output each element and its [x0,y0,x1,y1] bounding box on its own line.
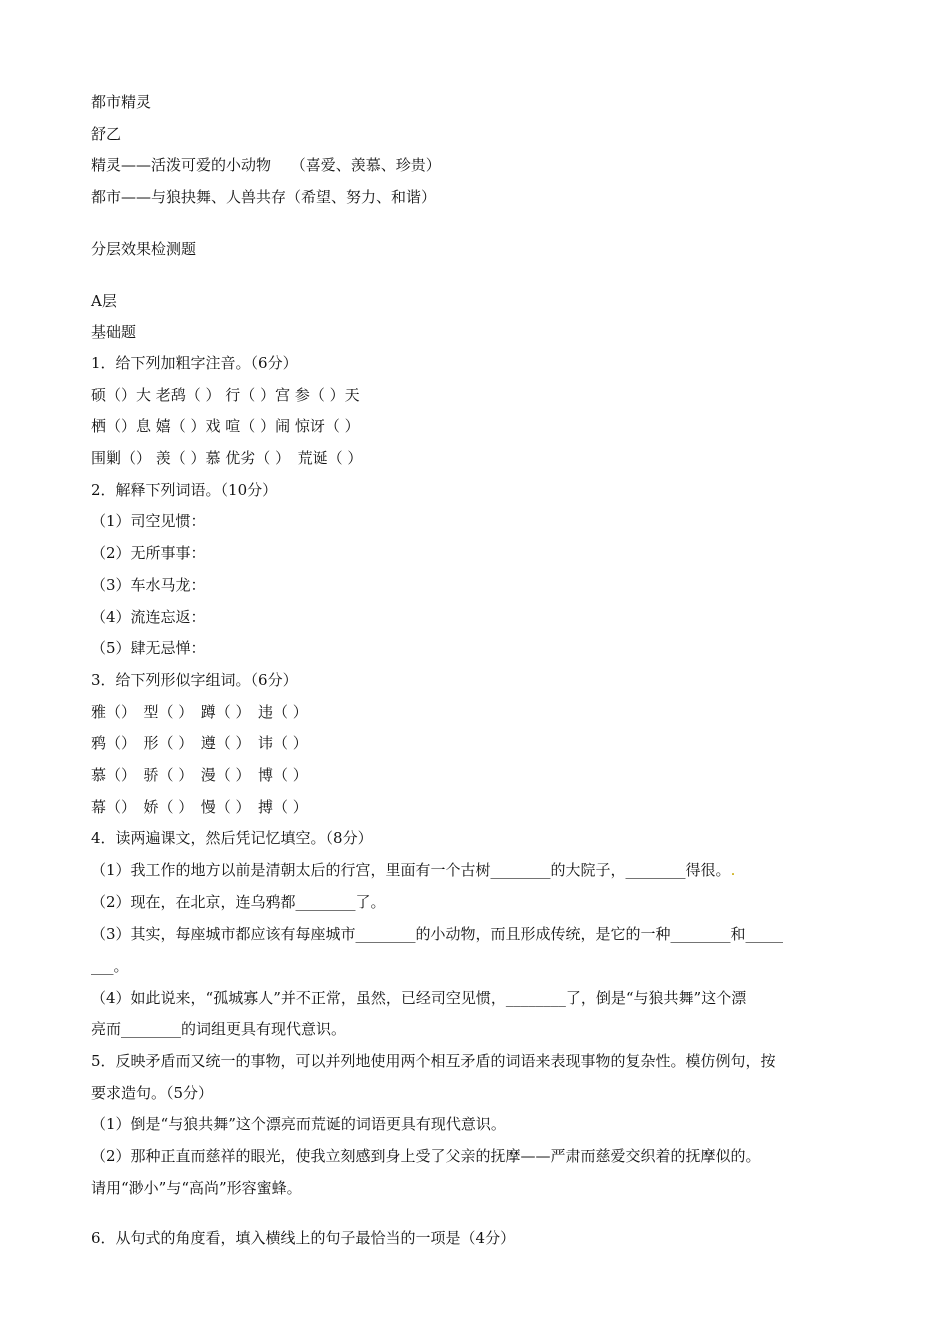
question-4-title: 4．读两遍课文，然后凭记忆填空。（8分） [91,829,373,847]
question-5-title: 5．反映矛盾而又统一的事物，可以并列地使用两个相互矛盾的词语来表现事物的复杂性。模仿例句，按 [91,1052,776,1070]
question-2-item: （2）无所事事： [91,544,206,562]
question-4-sentence-1 [91,860,735,880]
question-4-sentence-2: （2）现在，在北京，连乌鸦都________了。 [91,893,386,911]
question-3-row: 慕（） 骄（ ） 漫（ ） 博（ ） [91,766,308,784]
basic-label: 基础题 [91,323,137,341]
question-1-row: 围剿（） 羡（ ）慕 优劣（ ） 荒诞（ ） [91,449,363,467]
question-2-item: （5）肆无忌惮： [91,639,206,657]
question-4-sentence-4: （4）如此说来，“孤城寡人”并不正常，虽然，已经司空见惯，________了，倒是“与狼共舞”这个漂 [91,989,747,1007]
question-3-row: 幕（） 娇（ ） 慢（ ） 搏（ ） [91,798,308,816]
essay-title: 都市精灵 [91,93,152,111]
question-1-row: 硕（）大 老鸹（ ） 行（ ）宫 参（ ）天 [91,386,360,404]
question-2-item: （4）流连忘返： [91,608,206,626]
question-4-sentence-4-cont: 亮而________的词组更具有现代意识。 [91,1020,347,1038]
question-5-example-2: （2）那种正直而慈祥的眼光，使我立刻感到身上受了父亲的抚摩——严肃而慈爱交织着的抚摩似的。 [91,1147,761,1165]
title-note-1: 精灵——活泼可爱的小动物 （喜爱、羡慕、珍贵） [91,156,441,174]
question-4-sentence-1-text: （1）我工作的地方以前是清朝太后的行宫，里面有一个古树________的大院子，________得很。 [91,861,731,879]
question-3-title: 3．给下列形似字组词。（6分） [91,671,298,689]
layer-label: A层 [91,292,117,310]
question-4-sentence-3: （3）其实，每座城市都应该有每座城市________的小动物，而且形成传统，是它的一种________和_____ [91,925,784,943]
essay-author: 舒乙 [91,125,122,143]
title-note-2: 都市——与狼抉舞、人兽共存（希望、努力、和谐） [91,188,437,206]
question-3-row: 雅（） 型（ ） 蹲（ ） 违（ ） [91,703,308,721]
section-title: 分层效果检测题 [91,240,197,258]
question-5-title-cont: 要求造句。（5分） [91,1084,214,1102]
question-2-item: （1）司空见惯： [91,512,206,530]
question-5-task: 请用“渺小”与“高尚”形容蜜蜂。 [91,1179,302,1197]
question-1-title: 1．给下列加粗字注音。（6分） [91,354,298,372]
highlight-dot: . [730,861,736,879]
question-2-item: （3）车水马龙： [91,576,206,594]
question-6-title: 6．从句式的角度看，填入横线上的句子最恰当的一项是（4分） [91,1229,516,1247]
question-4-sentence-3-cont: ___。 [91,957,129,975]
question-2-title: 2．解释下列词语。（10分） [91,481,278,499]
question-5-example-1: （1）倒是“与狼共舞”这个漂亮而荒诞的词语更具有现代意识。 [91,1115,506,1133]
question-3-row: 鸦（） 形（ ） 遵（ ） 讳（ ） [91,734,308,752]
question-1-row: 栖（）息 嬉（ ）戏 喧（ ）闹 惊讶（ ） [91,417,360,435]
